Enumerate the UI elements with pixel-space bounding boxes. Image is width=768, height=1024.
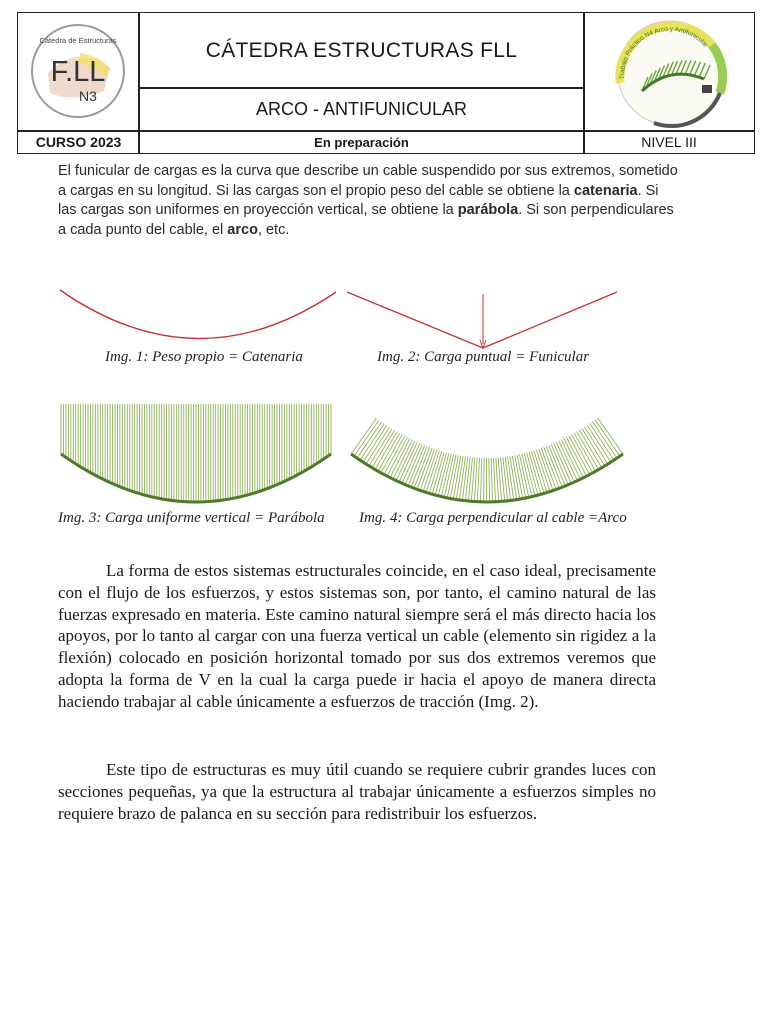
intro-text-3: . Si son perpendiculares a cada punto del cable, el — [58, 202, 674, 238]
load-line — [441, 454, 451, 497]
caption-img2: Img. 2: Carga puntual = Funicular — [377, 349, 590, 365]
load-line — [417, 448, 432, 489]
level-label: NIVEL III — [641, 134, 697, 150]
load-line — [483, 458, 484, 502]
status-label: En preparación — [314, 134, 409, 150]
load-line — [480, 458, 481, 502]
logo-right-ring-text: Trabajo Práctico N4 Arco y Antifunicular — [618, 25, 710, 80]
logo-left-main-text: F.LL — [50, 56, 106, 88]
tp-arco-logo — [584, 13, 753, 130]
load-line — [462, 457, 467, 501]
level-cell — [583, 130, 755, 154]
body-text-2: Este tipo de estructuras es muy útil cuando se requiere cubrir grandes luces con secciones pequeñas, ya que la estructura al trabajar únicamente a esfuerzos simples no requiere brazo de palanca en su sección para redistribuir los esfuerzos. — [58, 760, 656, 823]
load-line — [494, 458, 496, 502]
intro-text-4: , etc. — [257, 221, 290, 238]
figure-funicular — [345, 286, 621, 352]
intro-bold-parabola: parábola — [457, 202, 519, 218]
intro-bold-catenaria: catenaria — [573, 182, 638, 199]
caption-img4: Img. 4: Carga perpendicular al cable =Arco — [359, 510, 627, 526]
document-subtitle: ARCO - ANTIFUNICULAR — [255, 99, 468, 119]
load-line — [524, 453, 535, 496]
body-paragraph-2 — [58, 759, 656, 824]
load-line — [505, 457, 510, 501]
load-line — [489, 458, 490, 502]
logo-left-sub-text: N3 — [79, 88, 97, 104]
status-cell — [138, 130, 585, 154]
logo-right-cell — [583, 12, 755, 132]
load-line — [541, 448, 556, 489]
load-line — [496, 458, 499, 502]
load-line — [544, 447, 559, 488]
intro-bold-arco: arco — [227, 221, 258, 238]
caption-img3: Img. 3: Carga uniforme vertical = Parábola — [58, 510, 325, 526]
course-label: CURSO 2023 — [35, 134, 122, 150]
document-header — [17, 12, 755, 154]
caption-img1: Img. 1: Peso propio = Catenaria — [105, 349, 303, 365]
subtitle-cell — [138, 87, 585, 132]
document-title: CÁTEDRA ESTRUCTURAS FLL — [205, 38, 518, 62]
load-line — [491, 458, 492, 502]
intro-paragraph — [58, 162, 678, 240]
load-line — [474, 458, 477, 502]
course-cell — [17, 130, 140, 154]
intro-text-1: El funicular de cargas es la curva que describe un cable suspendido por sus extremos, sometido a cargas en su longitud. Si las cargas son el propio peso del cable se obtiene la — [58, 163, 678, 199]
figure-arco — [345, 400, 635, 510]
load-line — [477, 458, 479, 502]
load-line — [438, 453, 449, 496]
catedra-logo — [18, 13, 138, 130]
body-text-1: La forma de estos sistemas estructurales coincide, en el caso ideal, precisamente con el flujo de los esfuerzos, y estos sistemas son, por tanto, el camino natural de las fuerzas expresado en materia. Este camino natural siempre será el más directo hacia los apoyos, por lo tanto al cargar con una fuerza vertical un cable (elemento sin rigidez a la flexión) colocado en posición horizontal tomado por sus dos extremos veremos que adopta la forma de V en la cual la carga puede ir hacia el apoyo de manera directa haciendo trabajar al cable únicamente a esfuerzos de tracción (Img. 2). — [58, 561, 656, 711]
body-paragraph-1 — [58, 560, 656, 713]
figure-parabola — [58, 400, 334, 510]
figure-catenaria — [58, 286, 338, 352]
title-cell — [138, 12, 585, 89]
logo-left-top-text: Cátedra de Estructuras — [39, 36, 117, 45]
logo-left-cell — [17, 12, 140, 132]
intro-text-2: . Si las cargas son uniformes en proyección vertical, se obtiene la — [58, 182, 659, 218]
